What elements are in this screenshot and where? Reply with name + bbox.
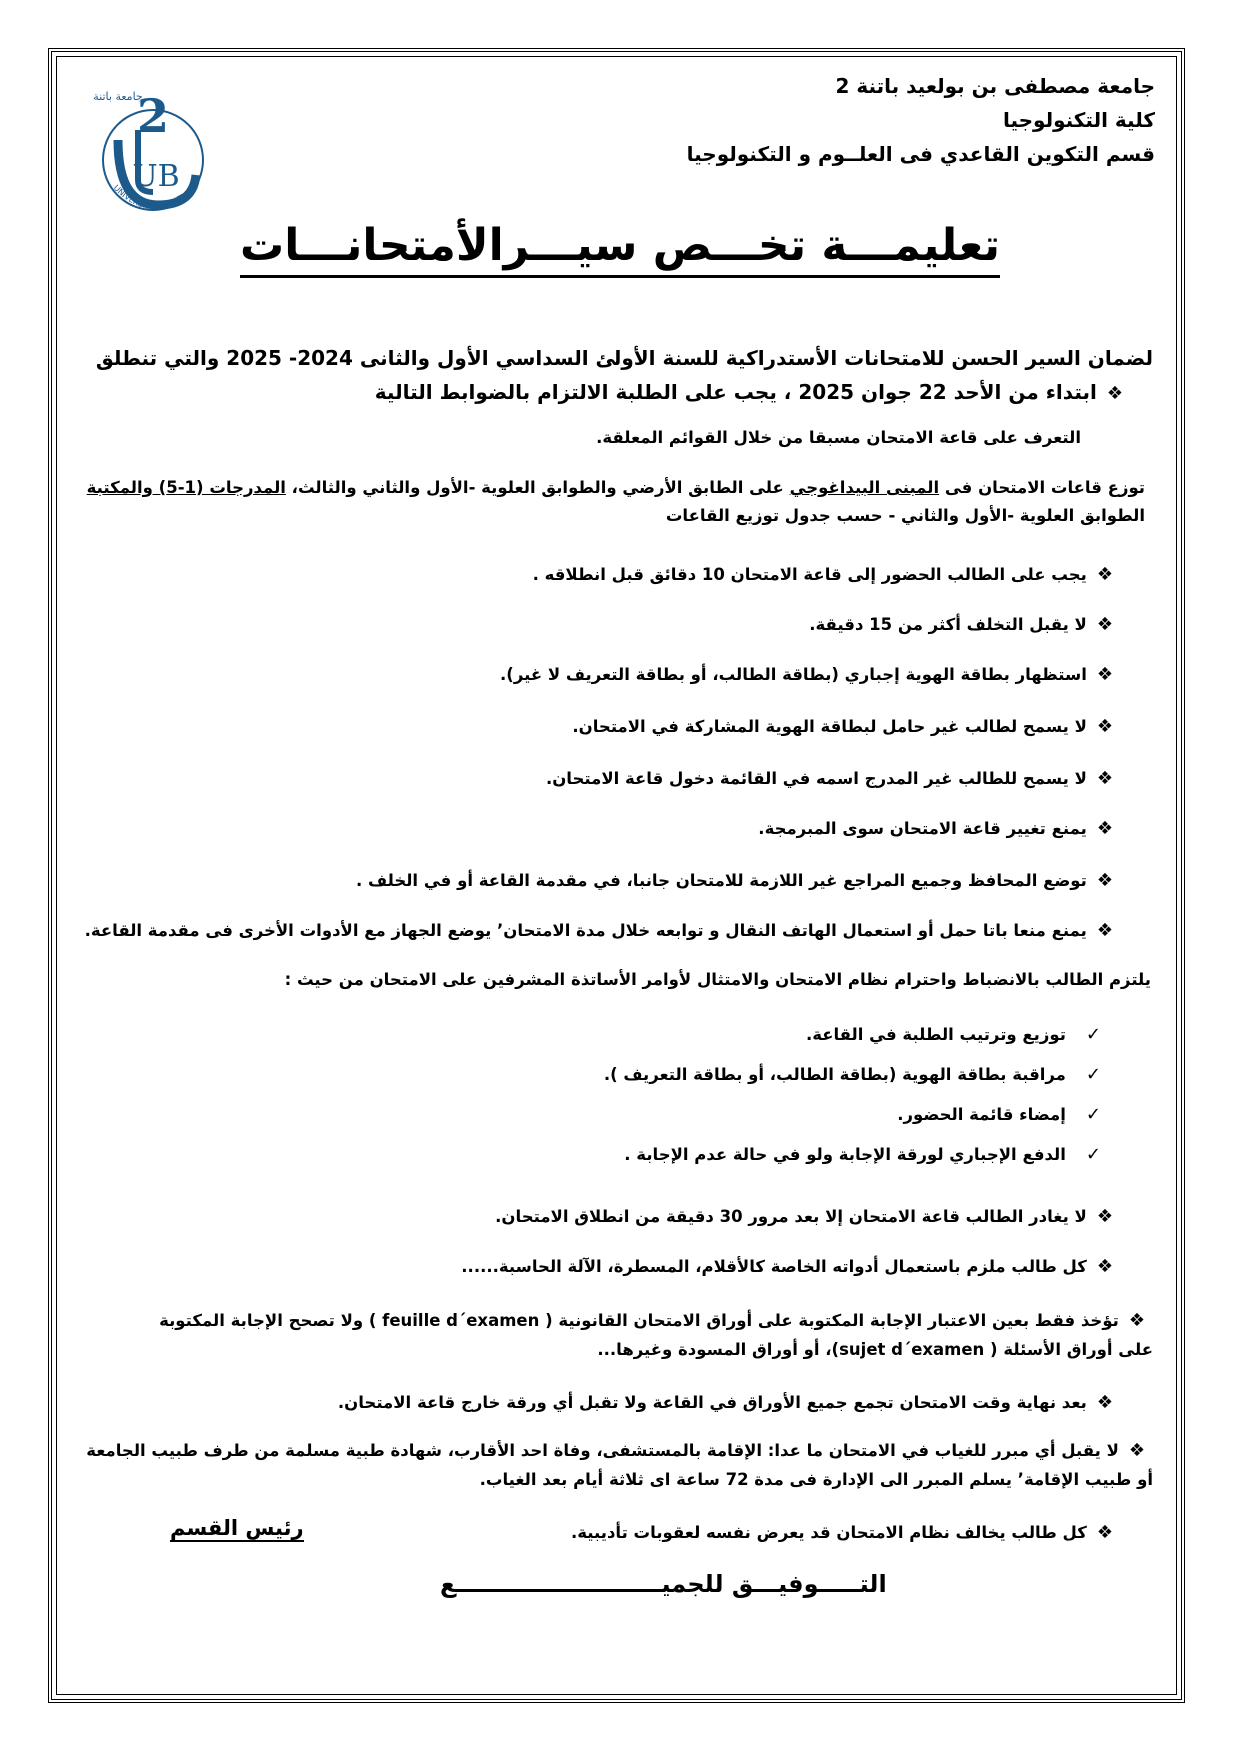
logo-english: UNIVERSITY OF BATNA 2 [111,182,200,212]
check-icon: ✓ [1085,1104,1101,1125]
page-title: تعليمـــة تخـــص سيـــرالأمتحانـــات [150,220,1090,271]
rule-5: ❖استظهار بطاقة الهوية إجباري (بطاقة الطالب، أو بطاقة التعريف لا غير). [500,664,1113,685]
rule-16-line-2: أو طبيب الإقامة’ يسلم المبرر الى الإدارة فى مدة 72 ساعة اى ثلاثة أيام بعد الغياب. [479,1470,1153,1489]
bullet-icon: ❖ [1096,1522,1113,1543]
rule-4: ❖لا يقبل التخلف أكثر من 15 دقيقة. [809,614,1113,635]
bullet-icon: ❖ [1096,870,1113,891]
rule-10: ❖يمنع منعا باتا حمل أو استعمال الهاتف النقال و توابعه خلال مدة الامتحان’ يوضع الجهاز مع الأدوات الأخرى فى مقدمة القاعة. [84,920,1113,941]
rule-1: التعرف على قاعة الامتحان مسبقا من خلال القوائم المعلقة. [596,428,1081,447]
logo-letters: UB [132,159,180,194]
check-icon: ✓ [1085,1064,1101,1085]
rule-13: ❖كل طالب ملزم باستعمال أدواته الخاصة كالأقلام، المسطرة، الآلة الحاسبة...... [461,1256,1113,1277]
check-icon: ✓ [1085,1024,1101,1045]
rule-17: ❖كل طالب يخالف نظام الامتحان قد يعرض نفسه لعقوبات تأديبية. [571,1522,1113,1543]
rule-7: ❖لا يسمح للطالب غير المدرج اسمه في القائمة دخول قاعة الامتحان. [545,768,1113,789]
closing-text: التـــــوفيـــق للجميـــــــــــــــــــــــــع [440,1570,887,1598]
logo-arabic: جامعة باتنة [93,90,143,103]
rule-9: ❖توضع المحافظ وجميع المراجع غير اللازمة للامتحان جانبا، في مقدمة القاعة أو في الخلف . [355,870,1113,891]
bullet-icon: ❖ [1096,1392,1113,1413]
check-item-2: ✓مراقبة بطاقة الهوية (بطاقة الطالب، أو بطاقة التعريف ). [603,1064,1101,1085]
intro-line-2: ❖ابتداء من الأحد 22 جوان 2025 ، يجب على الطلبة الالتزام بالضوابط التالية [374,380,1123,404]
rule-16-line-1: ❖لا يقبل أي مبرر للغياب في الامتحان ما عدا: الإقامة بالمستشفى، وفاة احد الأقارب، شهادة طبية مسلمة من طرف طبيب الجامعة [86,1440,1145,1461]
rule-2-line-1: توزع قاعات الامتحان فى المبنى البيداغوجي على الطابق الأرضي والطوابق العلوية -الأول والثاني والثالث، المدرجات (1-5) والمكتبة [86,478,1145,497]
logo-numeral: 2 [136,89,170,143]
intro-line-1: لضمان السير الحسن للامتحانات الأستدراكية للسنة الأولئ السداسي الأول والثانى 2024- 2025 والتي تنطلق [95,346,1153,370]
bullet-icon: ❖ [1096,614,1113,635]
rule-14-line-2: على أوراق الأسئلة ( sujet d´examen)، أو أوراق المسودة وغيرها... [597,1340,1153,1359]
bullet-icon: ❖ [1096,768,1113,789]
rule-12: ❖لا يغادر الطالب قاعة الامتحان إلا بعد مرور 30 دقيقة من انطلاق الامتحان. [495,1206,1113,1227]
check-item-3: ✓إمضاء قائمة الحضور. [897,1104,1101,1125]
check-item-1: ✓توزيع وترتيب الطلبة في القاعة. [805,1024,1101,1045]
header-department: قسم التكوين القاعدي فى العلــوم و التكنولوجيا [686,142,1155,166]
rule-8: ❖يمنع تغيير قاعة الامتحان سوى المبرمجة. [758,818,1113,839]
signature-label: رئيس القسم [170,1516,304,1540]
header-university: جامعة مصطفى بن بولعيد باتنة 2 [835,74,1155,98]
rule-6: ❖لا يسمح لطالب غير حامل لبطاقة الهوية المشاركة في الامتحان. [572,716,1113,737]
rule-11: يلتزم الطالب بالانضباط واحترام نظام الامتحان والامتثال لأوامر الأساتذة المشرفين على الامتحان من حيث : [284,970,1151,989]
bullet-icon: ❖ [1096,1256,1113,1277]
rule-15: ❖بعد نهاية وقت الامتحان تجمع جميع الأوراق في القاعة ولا تقبل أي ورقة خارج قاعة الامتحان. [337,1392,1113,1413]
rule-2-line-2: الطوابق العلوية -الأول والثاني - حسب جدول توزيع القاعات [665,506,1145,525]
rule-14-line-1: ❖تؤخذ فقط بعين الاعتبار الإجابة المكتوبة على أوراق الامتحان القانونية ( feuille d´examen ) ولا تصحح الإجابة المكتوبة [159,1310,1145,1331]
bullet-icon: ❖ [1128,1310,1145,1331]
check-icon: ✓ [1085,1144,1101,1165]
bullet-icon: ❖ [1096,920,1113,941]
bullet-icon: ❖ [1096,1206,1113,1227]
header-faculty: كلية التكنولوجيا [1002,108,1155,132]
bullet-icon: ❖ [1096,818,1113,839]
bullet-icon: ❖ [1096,664,1113,685]
university-logo [78,70,228,220]
bullet-icon: ❖ [1096,564,1113,585]
bullet-icon: ❖ [1096,716,1113,737]
bullet-icon: ❖ [1106,383,1123,404]
bullet-icon: ❖ [1128,1440,1145,1461]
check-item-4: ✓الدفع الإجباري لورقة الإجابة ولو في حالة عدم الإجابة . [624,1144,1101,1165]
rule-3: ❖يجب على الطالب الحضور إلى قاعة الامتحان 10 دقائق قبل انطلاقه . [532,564,1113,585]
